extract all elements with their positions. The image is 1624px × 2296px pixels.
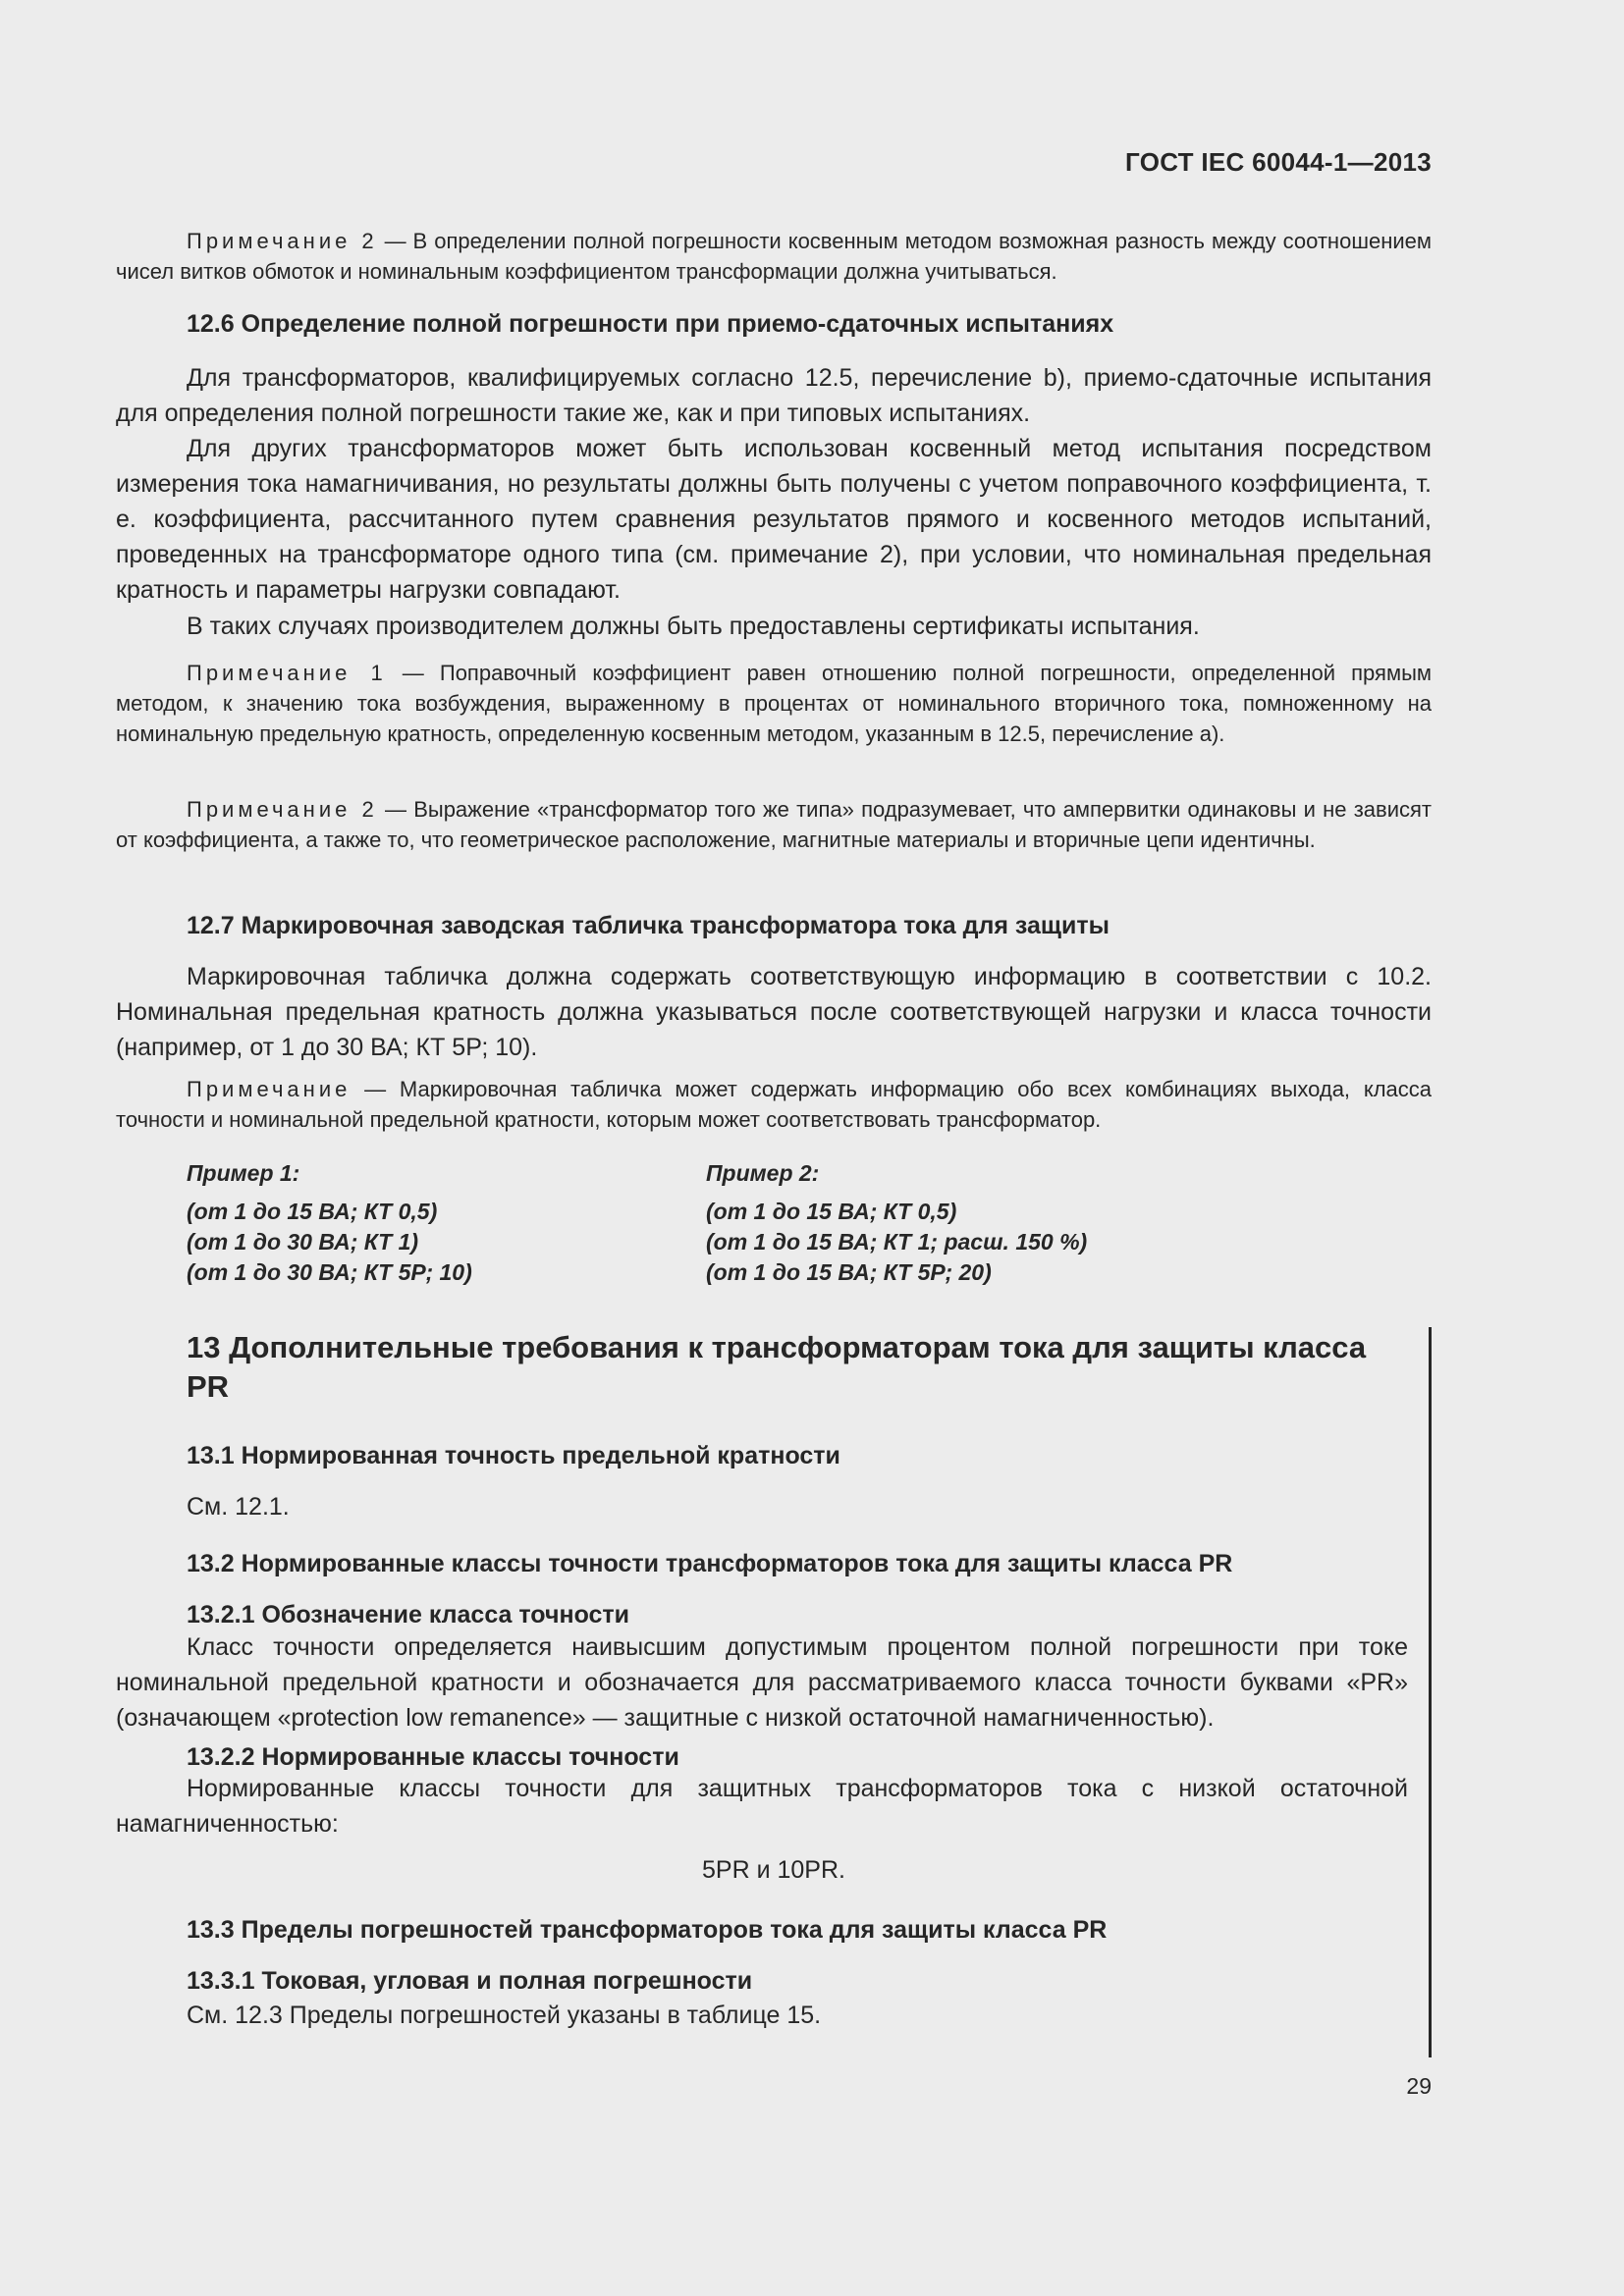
- section-12-6-title: 12.6 Определение полной погрешности при приемо-сдаточных испытаниях: [187, 310, 1114, 338]
- note-text: — Выражение «трансформатор того же типа» подразумевает, что ампервитки одинаковы и не зависят от коэффициента, а также то, что геометрическое расположение, магнитные материалы и вторичные цепи идентичны.: [116, 797, 1433, 852]
- paragraph: Для других трансформаторов может быть использован косвенный метод испытания посредством измерения тока намагничивания, но результаты должны быть получены с учетом поправочного коэффициента, т. е. коэффициента, рассчитанного путем сравнения результатов прямого и косвенного методов испытаний, проведенных на трансформаторе одного типа (см. примечание 2), при условии, что номинальная предельная кратность и параметры нагрузки совпадают.: [116, 435, 1432, 604]
- paragraph: См. 12.1.: [187, 1493, 290, 1521]
- section-13-2-title: 13.2 Нормированные классы точности трансформаторов тока для защиты класса PR: [187, 1550, 1233, 1577]
- note-label: Примечание 1: [187, 661, 387, 685]
- example-line: (от 1 до 15 ВА; КТ 5Р; 20): [706, 1259, 992, 1285]
- paragraph: Маркировочная табличка должна содержать соответствующую информацию в соответствии с 10.2. Номинальная предельная кратность должна указываться после соответствующей нагрузки и класса точности (например, от 1 до 30 ВА; КТ 5Р; 10).: [116, 963, 1432, 1061]
- example-line: (от 1 до 15 ВА; КТ 0,5): [187, 1199, 438, 1224]
- note-text: — В определении полной погрешности косвенным методом возможная разность между соотношением чисел витков обмоток и номинальным коэффициентом трансформации должна учитываться.: [116, 229, 1433, 284]
- section-12-7-title: 12.7 Маркировочная заводская табличка трансформатора тока для защиты: [187, 912, 1110, 939]
- note: [116, 1074, 1432, 1135]
- change-bar: [1429, 1327, 1432, 2057]
- document-header: ГОСТ IEC 60044-1—2013: [1125, 147, 1432, 177]
- example-line: (от 1 до 15 ВА; КТ 0,5): [706, 1199, 957, 1224]
- paragraph: Для трансформаторов, квалифицируемых согласно 12.5, перечисление b), приемо-сдаточные испытания для определения полной погрешности такие же, как и при типовых испытаниях.: [116, 364, 1432, 427]
- note-text: — Маркировочная табличка может содержать информацию обо всех комбинациях выхода, класса точности и номинальной предельной кратности, которым может соответствовать трансформатор.: [116, 1077, 1432, 1132]
- section-13-3-title: 13.3 Пределы погрешностей трансформаторов тока для защиты класса PR: [187, 1916, 1108, 1944]
- section-13-2-1-title: 13.2.1 Обозначение класса точности: [187, 1601, 630, 1629]
- example-2: [706, 1158, 1087, 1288]
- note-label: Примечание: [187, 1077, 352, 1101]
- page-number: 29: [1406, 2073, 1432, 2099]
- note-label: Примечание 2: [187, 797, 378, 822]
- example-line: (от 1 до 15 ВА; КТ 1; расш. 150 %): [706, 1229, 1088, 1255]
- paragraph: См. 12.3 Пределы погрешностей указаны в таблице 15.: [187, 2002, 822, 2029]
- paragraph: Класс точности определяется наивысшим допустимым процентом полной погрешности при токе номинальной предельной кратности и обозначается для рассматриваемого класса точности буквами «PR» (означающем «protection low remanence» — защитные с низкой остаточной намагниченностью).: [116, 1633, 1408, 1732]
- paragraph: Нормированные классы точности для защитных трансформаторов тока с низкой остаточной намагниченностью:: [116, 1775, 1408, 1838]
- note-1: [116, 658, 1432, 749]
- section-13-1-title: 13.1 Нормированная точность предельной кратности: [187, 1442, 840, 1469]
- example-1: [187, 1158, 472, 1288]
- note-text: — Поправочный коэффициент равен отношению полной погрешности, определенной прямым методом, к значению тока возбуждения, выраженному в процентах от номинального вторичного тока, помноженному на номинальную предельную кратность, определенную косвенным методом, указанным в 12.5, перечисление а).: [116, 661, 1433, 746]
- example-line: (от 1 до 30 ВА; КТ 1): [187, 1229, 419, 1255]
- example-title: Пример 2:: [706, 1160, 820, 1186]
- example-line: (от 1 до 30 ВА; КТ 5Р; 10): [187, 1259, 472, 1285]
- note-2: [116, 794, 1432, 855]
- paragraph: В таких случаях производителем должны быть предоставлены сертификаты испытания.: [187, 613, 1200, 640]
- section-13-title: 13 Дополнительные требования к трансформаторам тока для защиты класса PR: [187, 1330, 1367, 1404]
- example-title: Пример 1:: [187, 1160, 300, 1186]
- section-13-3-1-title: 13.3.1 Токовая, угловая и полная погрешности: [187, 1967, 753, 1995]
- note-label: Примечание 2: [187, 229, 378, 253]
- note-top: [116, 226, 1432, 287]
- accuracy-classes: 5PR и 10PR.: [702, 1856, 845, 1884]
- section-13-2-2-title: 13.2.2 Нормированные классы точности: [187, 1743, 679, 1771]
